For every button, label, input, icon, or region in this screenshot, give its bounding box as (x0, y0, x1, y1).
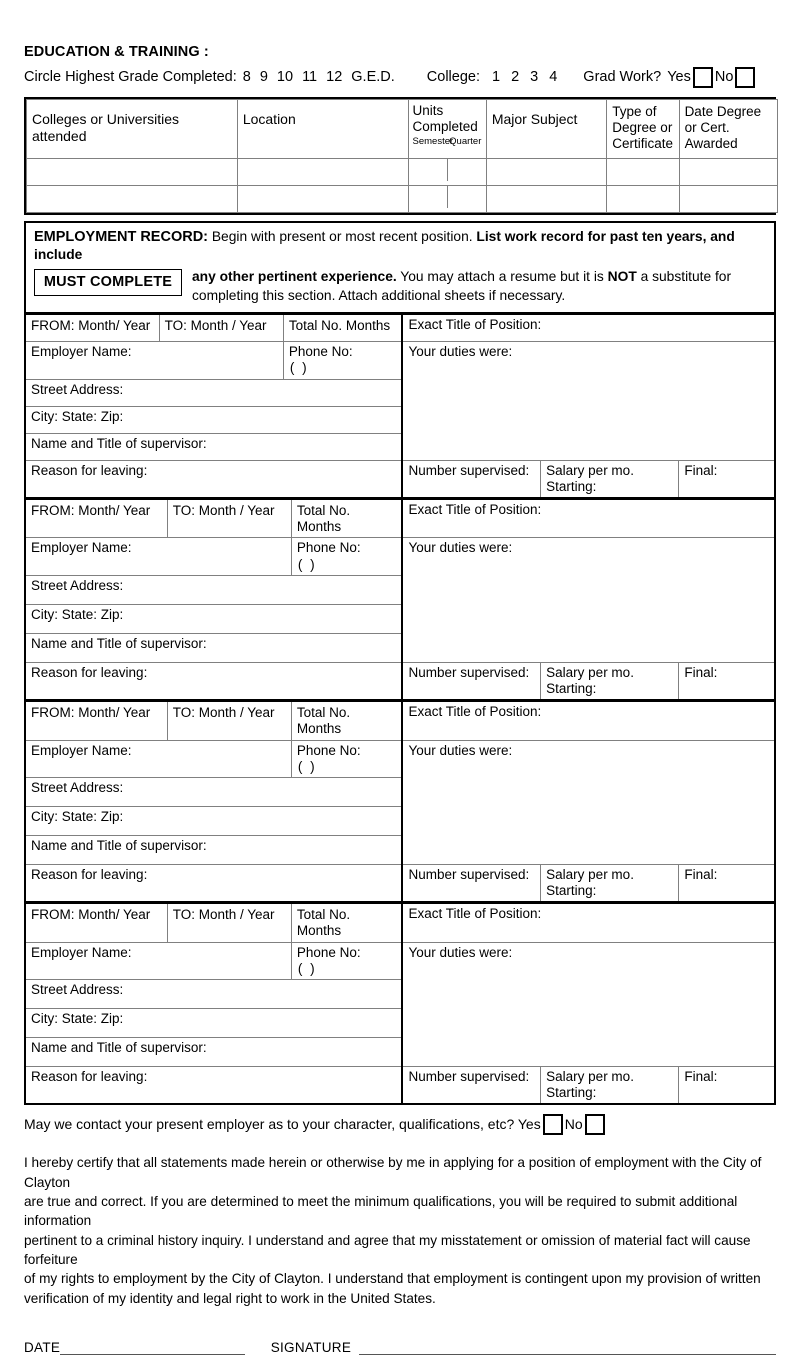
notice-remaining-text (192, 264, 766, 305)
grad-work-label: Grad Work? (583, 69, 662, 85)
cell-semester[interactable] (409, 159, 448, 181)
grade-option-12[interactable]: 12 (326, 69, 343, 85)
grade-option-8[interactable]: 8 (242, 69, 251, 85)
notice-line2-regular2: a substitute for (636, 269, 732, 285)
cell-colleges[interactable] (27, 158, 238, 185)
units-subcolumns (413, 135, 486, 158)
certification-line: are true and correct. If you are determined to meet the minimum qualifications, you will be required to submit additional information (24, 1194, 738, 1229)
employer-name-row (26, 740, 774, 777)
phone-label-text: Phone No: (296, 742, 361, 758)
col-header-date-degree (679, 100, 777, 159)
label-reason-for-leaving[interactable]: Reason for leaving: (26, 460, 402, 497)
units-entry-subcells (409, 186, 486, 208)
label-total-months: Total No. Months (291, 500, 402, 538)
label-number-supervised[interactable]: Number supervised: (402, 1067, 540, 1104)
col-header-major-subject: Major Subject (486, 100, 606, 159)
notice-line2-bold: any other pertinent experience. (192, 269, 397, 285)
education-table-header-row (27, 100, 778, 159)
notice-line-2 (192, 268, 766, 287)
label-phone-no[interactable] (291, 740, 402, 777)
label-employer-name[interactable]: Employer Name: (26, 538, 291, 575)
label-supervisor[interactable]: Name and Title of supervisor: (26, 433, 402, 460)
label-total-months: Total No. Months (291, 702, 402, 740)
label-street-address[interactable]: Street Address: (26, 980, 402, 1009)
signature-label: SIGNATURE (270, 1339, 352, 1355)
label-employer-name[interactable]: Employer Name: (26, 942, 291, 979)
label-city-state-zip[interactable]: City: State: Zip: (26, 406, 402, 433)
cell-degree-type[interactable] (607, 185, 679, 212)
cell-date-degree[interactable] (679, 185, 777, 212)
contact-question-text: May we contact your present employer as to your character, qualifications, etc? Yes (24, 1116, 541, 1133)
label-duties[interactable]: Your duties were: (402, 538, 774, 662)
label-to-month-year: TO: Month / Year (167, 904, 291, 942)
grade-option-9[interactable]: 9 (259, 69, 268, 85)
col-header-location: Location (237, 100, 408, 159)
reason-and-salary-row (26, 460, 774, 497)
cell-quarter[interactable] (447, 186, 486, 208)
col-header-semester: Semester (412, 135, 454, 147)
certification-line: verification of my identity and legal right to work in the United States. (24, 1290, 436, 1306)
label-exact-title[interactable]: Exact Title of Position: (402, 702, 774, 740)
cell-location[interactable] (237, 185, 408, 212)
salary-line-1: Salary per mo. (546, 664, 634, 680)
education-table (26, 99, 778, 213)
label-duties[interactable]: Your duties were: (402, 740, 774, 864)
label-total-months: Total No. Months (283, 315, 402, 342)
contact-no-checkbox[interactable] (585, 1114, 605, 1135)
phone-label-text: Phone No: (296, 944, 361, 960)
date-degree-line-1: Date Degree (684, 104, 762, 119)
phone-parentheses: ( ) (297, 960, 317, 976)
label-salary[interactable] (541, 1067, 679, 1104)
cell-date-degree[interactable] (679, 158, 777, 185)
label-final-salary[interactable]: Final: (679, 1067, 774, 1104)
label-final-salary[interactable]: Final: (679, 662, 774, 699)
label-employer-name[interactable]: Employer Name: (26, 342, 283, 379)
phone-label-text: Phone No: (288, 344, 353, 360)
date-label: DATE (24, 1339, 61, 1355)
salary-line-2: Starting: (546, 478, 597, 494)
contact-no-label: No (564, 1116, 583, 1133)
grad-work-yes-checkbox[interactable] (693, 67, 713, 88)
cell-major[interactable] (486, 185, 606, 212)
col-header-degree-type (607, 100, 679, 159)
label-reason-for-leaving[interactable]: Reason for leaving: (26, 662, 402, 699)
cell-major[interactable] (486, 158, 606, 185)
label-salary[interactable] (541, 864, 679, 901)
notice-line2-regular: You may attach a resume but it is (396, 269, 608, 285)
education-table-wrapper (24, 97, 776, 215)
signature-row (24, 1340, 776, 1355)
salary-line-2: Starting: (546, 883, 597, 899)
grad-work-yes-label: Yes (667, 69, 691, 85)
salary-line-1: Salary per mo. (546, 1069, 634, 1085)
notice-first-line (34, 228, 766, 264)
cell-quarter[interactable] (447, 159, 486, 181)
employment-block-1 (24, 313, 776, 499)
label-to-month-year: TO: Month / Year (159, 315, 283, 342)
label-final-salary[interactable]: Final: (679, 460, 774, 497)
label-phone-no[interactable] (291, 942, 402, 979)
phone-parentheses: ( ) (297, 556, 317, 572)
label-reason-for-leaving[interactable]: Reason for leaving: (26, 1067, 402, 1104)
grad-work-no-label: No (714, 69, 734, 85)
notice-line2-not: NOT (607, 269, 637, 285)
reason-and-salary-row (26, 1067, 774, 1104)
label-number-supervised[interactable]: Number supervised: (402, 460, 540, 497)
certification-line: pertinent to a criminal history inquiry. I understand and agree that my misstatement or omission of material fact will cause forfeiture (24, 1232, 751, 1267)
employment-block-2 (24, 498, 776, 701)
employment-entry-table (26, 315, 774, 497)
degree-type-line-2: Degree or (612, 119, 673, 135)
signature-input-line[interactable] (359, 1341, 776, 1355)
employment-record-notice (24, 221, 776, 314)
label-final-salary[interactable]: Final: (679, 864, 774, 901)
grade-selection-row (24, 65, 776, 89)
units-entry-subcells (409, 159, 486, 181)
reason-and-salary-row (26, 662, 774, 699)
label-number-supervised[interactable]: Number supervised: (402, 662, 540, 699)
label-city-state-zip[interactable]: City: State: Zip: (26, 1009, 402, 1038)
label-city-state-zip[interactable]: City: State: Zip: (26, 806, 402, 835)
grade-option-10[interactable]: 10 (276, 69, 294, 85)
education-section-header (24, 0, 776, 89)
salary-line-2: Starting: (546, 1085, 597, 1101)
salary-line-2: Starting: (546, 680, 597, 696)
notice-body-row (34, 264, 766, 305)
label-street-address[interactable]: Street Address: (26, 575, 402, 604)
certification-line: of my rights to employment by the City of Clayton. I understand that employment is contingent upon my provision of written (24, 1271, 761, 1287)
cell-semester[interactable] (409, 186, 448, 208)
label-to-month-year: TO: Month / Year (167, 500, 291, 538)
label-duties[interactable]: Your duties were: (402, 942, 774, 1066)
label-to-month-year: TO: Month / Year (167, 702, 291, 740)
label-city-state-zip[interactable]: City: State: Zip: (26, 604, 402, 633)
label-salary[interactable] (541, 460, 679, 497)
grade-options (243, 69, 395, 85)
label-number-supervised[interactable]: Number supervised: (402, 864, 540, 901)
cell-units[interactable] (408, 158, 486, 185)
education-entry-row[interactable] (27, 185, 778, 212)
label-total-months: Total No. Months (291, 904, 402, 942)
label-phone-no[interactable] (283, 342, 402, 379)
employment-dates-row (26, 500, 774, 538)
employment-dates-row (26, 904, 774, 942)
employer-name-row (26, 538, 774, 575)
employment-block-3 (24, 700, 776, 903)
degree-type-line-1: Type of (612, 104, 657, 119)
employment-dates-row (26, 315, 774, 342)
phone-parentheses: ( ) (289, 360, 309, 376)
employer-name-row (26, 942, 774, 979)
college-year-options (492, 69, 557, 85)
education-title: EDUCATION & TRAINING : (24, 44, 209, 60)
label-street-address[interactable]: Street Address: (26, 777, 402, 806)
notice-line-3: completing this section. Attach additional sheets if necessary. (192, 287, 566, 303)
notice-content (34, 228, 766, 305)
label-employer-name[interactable]: Employer Name: (26, 740, 291, 777)
reason-and-salary-row (26, 864, 774, 901)
college-year-2[interactable]: 2 (511, 69, 520, 85)
employment-dates-row (26, 702, 774, 740)
grade-label: Circle Highest Grade Completed: (24, 69, 237, 85)
cell-location[interactable] (237, 158, 408, 185)
employment-entry-table (26, 904, 774, 1103)
employment-entry-table (26, 702, 774, 901)
salary-line-1: Salary per mo. (546, 866, 634, 882)
college-year-3[interactable]: 3 (530, 69, 539, 85)
employment-block-4 (24, 902, 776, 1105)
certification-statement (24, 1153, 772, 1307)
label-salary[interactable] (541, 662, 679, 699)
college-year-4[interactable]: 4 (549, 69, 558, 85)
label-supervisor[interactable]: Name and Title of supervisor: (26, 835, 402, 864)
col-header-quarter: Quarter (449, 135, 482, 147)
units-line-2: Completed (412, 118, 478, 134)
units-line-1: Units (412, 103, 444, 118)
col-header-colleges: Colleges or Universities attended (27, 100, 238, 159)
education-entry-row[interactable] (27, 158, 778, 185)
college-label: College: (426, 69, 480, 85)
label-exact-title[interactable]: Exact Title of Position: (402, 500, 774, 538)
label-from-month-year: FROM: Month/ Year (26, 702, 167, 740)
label-from-month-year: FROM: Month/ Year (26, 315, 159, 342)
notice-line1-regular: Begin with present or most recent position. (208, 228, 477, 244)
certification-line: I hereby certify that all statements made herein or otherwise by me in applying for a position of employment with the City of Clayton (24, 1155, 762, 1190)
must-complete-badge: MUST COMPLETE (34, 269, 182, 296)
date-input-line[interactable] (60, 1341, 245, 1355)
label-supervisor[interactable]: Name and Title of supervisor: (26, 1038, 402, 1067)
contact-employer-question (24, 1112, 776, 1136)
notice-line1-bold: List work record for past ten years, and include (34, 228, 735, 263)
phone-parentheses: ( ) (297, 758, 317, 774)
label-supervisor[interactable]: Name and Title of supervisor: (26, 633, 402, 662)
label-from-month-year: FROM: Month/ Year (26, 904, 167, 942)
grade-option-ged[interactable]: G.E.D. (351, 69, 395, 85)
college-year-1[interactable]: 1 (491, 69, 501, 85)
col-header-units-completed (408, 100, 486, 159)
contact-yes-checkbox[interactable] (543, 1114, 563, 1135)
cell-units[interactable] (408, 185, 486, 212)
salary-line-1: Salary per mo. (546, 462, 634, 478)
employer-name-row (26, 342, 774, 379)
label-reason-for-leaving[interactable]: Reason for leaving: (26, 864, 402, 901)
label-exact-title[interactable]: Exact Title of Position: (402, 904, 774, 942)
degree-type-line-3: Certificate (612, 135, 674, 151)
date-degree-line-2: or Cert. (684, 119, 730, 135)
label-from-month-year: FROM: Month/ Year (26, 500, 167, 538)
label-street-address[interactable]: Street Address: (26, 379, 402, 406)
employment-entry-table (26, 500, 774, 699)
label-phone-no[interactable] (291, 538, 402, 575)
grade-option-11[interactable]: 11 (302, 69, 318, 85)
cell-colleges[interactable] (27, 185, 238, 212)
cell-degree-type[interactable] (607, 158, 679, 185)
date-degree-line-3: Awarded (684, 135, 738, 151)
phone-label-text: Phone No: (296, 540, 361, 556)
label-duties[interactable]: Your duties were: (402, 342, 774, 460)
employment-record-heading: EMPLOYMENT RECORD: (34, 228, 208, 245)
grad-work-no-checkbox[interactable] (735, 67, 755, 88)
label-exact-title[interactable]: Exact Title of Position: (402, 315, 774, 342)
